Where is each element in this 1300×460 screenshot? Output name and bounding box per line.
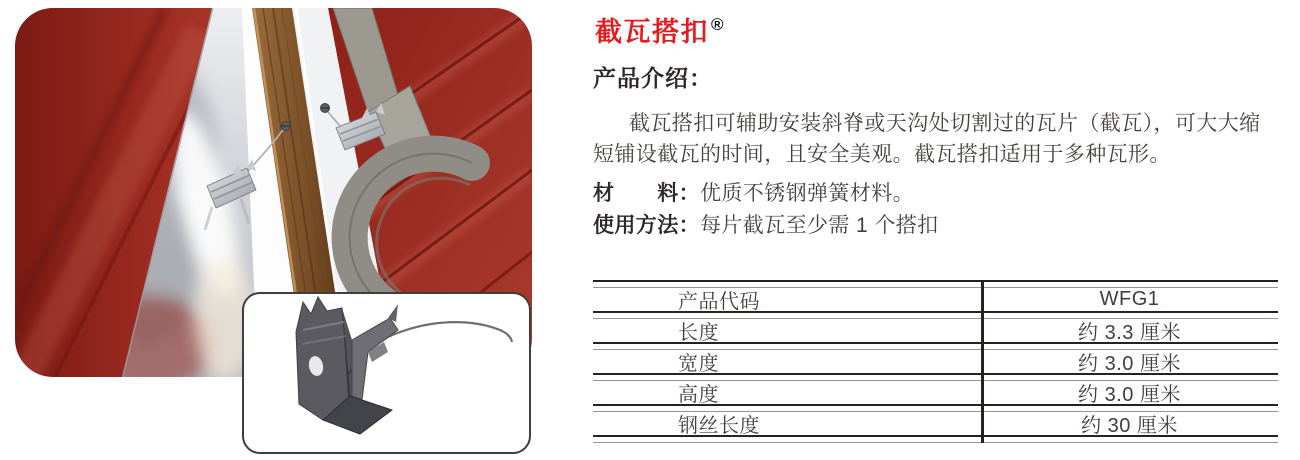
spec-label: 宽度	[678, 353, 719, 375]
table-row	[593, 381, 1278, 404]
registered-trademark-symbol: ®	[711, 15, 724, 34]
spec-label: 长度	[678, 322, 719, 344]
product-title-row	[595, 10, 724, 49]
usage-label: 使用方法：	[593, 214, 700, 237]
spec-value: 约 3.0 厘米	[1078, 353, 1181, 375]
product-info-column	[593, 0, 1295, 460]
table-row	[593, 288, 1278, 311]
section-heading: 产品介绍：	[593, 65, 713, 91]
spec-value: 约 30 厘米	[1081, 415, 1178, 437]
product-intro	[593, 108, 1295, 170]
table-row	[593, 412, 1278, 435]
table-row	[593, 319, 1278, 342]
roof-installation-illustration	[0, 0, 560, 460]
material-value: 优质不锈钢弹簧材料。	[700, 182, 914, 205]
spec-label: 高度	[678, 384, 719, 406]
spec-value: 约 3.3 厘米	[1078, 322, 1181, 344]
spec-table	[593, 280, 1278, 443]
material-line	[593, 177, 914, 207]
spec-value: WFG1	[1099, 288, 1160, 310]
product-title: 截瓦搭扣	[595, 17, 709, 47]
product-inset-image	[243, 293, 530, 453]
intro-line-2: 短铺设截瓦的时间，且安全美观。截瓦搭扣适用于多种瓦形。	[593, 143, 1171, 166]
usage-line	[593, 209, 939, 239]
spec-value: 约 3.0 厘米	[1078, 384, 1181, 406]
usage-value: 每片截瓦至少需 1 个搭扣	[700, 214, 939, 237]
spec-label: 产品代码	[678, 291, 760, 313]
material-label: 材 料：	[593, 182, 700, 205]
intro-line-1: 截瓦搭扣可辅助安装斜脊或天沟处切割过的瓦片（截瓦），可大大缩	[629, 112, 1261, 135]
table-column-divider	[981, 280, 984, 443]
spec-label: 钢丝长度	[678, 415, 760, 437]
product-photo	[0, 0, 560, 460]
table-row	[593, 350, 1278, 373]
